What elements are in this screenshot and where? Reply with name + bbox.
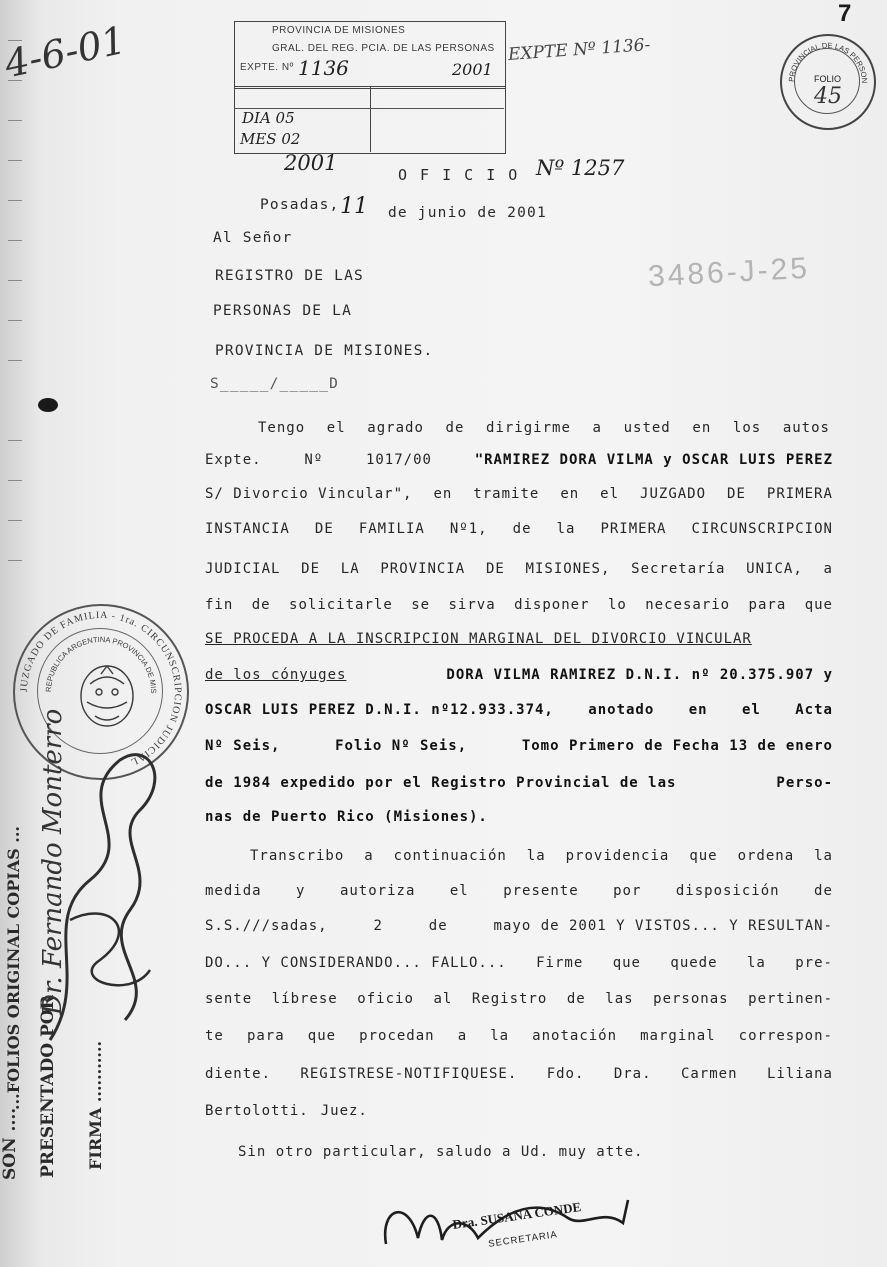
body-word: el	[449, 883, 469, 899]
body-word: Juez.	[320, 1103, 368, 1119]
body-word: de	[428, 918, 448, 934]
margin-signature-scribble	[30, 720, 190, 1060]
body-word: continuación	[393, 848, 507, 864]
body-word: DE	[727, 486, 746, 502]
date-city: Posadas,	[260, 197, 340, 213]
body-line	[205, 597, 833, 613]
body-word: Acta	[795, 702, 833, 718]
body-word: usted	[623, 420, 671, 436]
margin-folios: ...FOLIOS ORIGINAL COPIAS ...	[4, 826, 23, 1110]
body-line	[250, 848, 833, 864]
body-word: a	[823, 561, 833, 577]
body-word: a	[457, 1028, 468, 1044]
body-word: de	[566, 991, 586, 1007]
body-word: Nº Seis,	[205, 738, 281, 754]
body-word: el	[741, 702, 761, 718]
body-word: lo	[607, 597, 627, 613]
body-word: anotado	[588, 702, 655, 718]
body-word: ordena	[737, 848, 795, 864]
body-word: MISIONES,	[525, 561, 611, 577]
body-word: que	[307, 1028, 337, 1044]
body-word: fin	[205, 597, 234, 613]
body-word: disponer	[514, 597, 590, 613]
body-word: quede	[670, 955, 718, 971]
body-word: en	[692, 420, 712, 436]
body-word: la	[556, 521, 576, 537]
body-word: Folio Nº Seis,	[335, 738, 468, 754]
body-line	[205, 809, 833, 825]
body-word: JUZGADO	[640, 486, 707, 502]
body-word: que	[804, 597, 833, 613]
body-word: DE	[485, 561, 505, 577]
body-word: de	[512, 521, 532, 537]
body-word: a	[592, 420, 602, 436]
signature-name: Dra. SUSANA CONDE	[451, 1199, 582, 1232]
body-word: y	[296, 883, 306, 899]
body-word: pertinen-	[748, 991, 833, 1007]
body-word: Liliana	[766, 1066, 833, 1082]
pencil-reference-note: 3486-J-25	[647, 251, 811, 294]
body-line	[205, 738, 833, 754]
body-word: autos	[782, 420, 830, 436]
body-word: de los cónyuges	[205, 667, 347, 683]
body-word: LA	[340, 561, 360, 577]
body-word: al	[433, 991, 453, 1007]
body-word: 2	[373, 918, 383, 934]
body-word: Perso-	[776, 775, 833, 791]
body-word: medida	[205, 883, 262, 899]
body-word: personas	[653, 991, 729, 1007]
body-line	[205, 521, 833, 537]
body-word: PROVINCIA	[380, 561, 466, 577]
folio-label: FOLIO	[814, 74, 842, 84]
body-word: pre-	[795, 955, 833, 971]
document-title: O F I C I O	[398, 166, 520, 184]
body-word: de	[814, 883, 833, 899]
svg-text:JUZGADO DE FAMILIA - 1ra. CIRC: JUZGADO DE FAMILIA - 1ra. CIRCUNSCRIPCION JUDICIAL	[18, 609, 184, 768]
body-line	[205, 1103, 833, 1119]
body-word: anotación	[532, 1028, 618, 1044]
body-word: la	[526, 848, 546, 864]
body-word: JUDICIAL	[205, 561, 281, 577]
body-line	[205, 702, 833, 718]
body-word: SE PROCEDA A LA INSCRIPCION MARGINAL DEL DIVORCIO VINCULAR	[205, 631, 752, 647]
body-word: autoriza	[339, 883, 416, 899]
body-word: el	[600, 486, 620, 502]
body-word: CIRCUNSCRIPCION	[691, 521, 833, 537]
body-line	[205, 452, 833, 468]
body-word: DE	[301, 561, 321, 577]
svg-text:REPUBLICA ARGENTINA PROVINCIA: REPUBLICA ARGENTINA PROVINCIA DE MISIONES	[12, 599, 159, 694]
body-word: Secretaría	[631, 561, 726, 577]
body-word: para	[246, 1028, 285, 1044]
stamp-province-line: PROVINCIA DE MISIONES	[272, 25, 406, 36]
body-line	[205, 1066, 833, 1082]
body-line	[205, 883, 833, 899]
body-word: nas de Puerto Rico (Misiones).	[205, 809, 488, 825]
addressee-sd: S_____/_____D	[210, 376, 340, 392]
body-word: los	[732, 420, 762, 436]
oficio-number: Nº 1257	[536, 156, 625, 180]
body-line	[205, 991, 833, 1007]
body-line	[205, 918, 833, 934]
body-word: DORA VILMA RAMIREZ D.N.I. nº 20.375.907 y	[446, 667, 833, 683]
body-word: dirigirme	[486, 420, 571, 436]
svg-text:PROVINCIAL DE LAS PERSONAS: PROVINCIAL DE LAS PERSONAS	[779, 29, 870, 84]
handwritten-date-annotation: 4-6-01	[0, 17, 130, 87]
body-word: Tengo	[258, 420, 306, 436]
body-word: te	[205, 1028, 224, 1044]
body-word: necesario	[645, 597, 731, 613]
body-word: UNICA,	[746, 561, 803, 577]
body-word: Expte.	[205, 452, 262, 468]
folio-number: 45	[814, 84, 842, 109]
body-line	[205, 667, 833, 683]
body-word: se	[411, 597, 431, 613]
margin-son: SON ....	[0, 1107, 20, 1180]
body-word: sirva	[448, 597, 496, 613]
body-line	[205, 955, 833, 971]
body-word: de	[445, 420, 465, 436]
body-line	[205, 1028, 833, 1044]
body-word: mayo de 2001 Y VISTOS... Y RESULTAN-	[493, 918, 833, 934]
body-word: Nº1,	[449, 521, 488, 537]
body-word: Fdo.	[546, 1066, 585, 1082]
addressee-line-1: REGISTRO DE LAS	[215, 268, 364, 284]
body-word: DO... Y CONSIDERANDO... FALLO...	[205, 955, 507, 971]
salutation: Al Señor	[213, 230, 293, 246]
body-word: para	[748, 597, 787, 613]
body-word: líbrese	[271, 991, 338, 1007]
stamp-side-note: EXPTE Nº 1136-	[507, 35, 651, 65]
signature-title: SECRETARIA	[487, 1229, 559, 1250]
body-line	[258, 420, 830, 436]
body-word: sente	[205, 991, 253, 1007]
body-word: Carmen	[680, 1066, 738, 1082]
body-word: oficio	[357, 991, 414, 1007]
body-line	[205, 561, 833, 577]
closing-line: Sin otro particular, saludo a Ud. muy atte.	[238, 1144, 644, 1160]
body-word: que	[689, 848, 718, 864]
body-word: FAMILIA	[358, 521, 425, 537]
addressee-line-3: PROVINCIA DE MISIONES.	[215, 343, 434, 359]
body-word: Tomo Primero de Fecha 13 de enero	[521, 738, 833, 754]
body-word: solicitarle	[289, 597, 393, 613]
body-word: Registro	[471, 991, 548, 1007]
body-word: disposición	[675, 883, 780, 899]
body-line	[205, 775, 833, 791]
body-word: en	[433, 486, 453, 502]
body-word: DE	[314, 521, 334, 537]
stamp-mes: MES 02	[240, 130, 301, 148]
body-word: PRIMERA	[600, 521, 667, 537]
body-word: en	[688, 702, 708, 718]
body-word: Dra.	[613, 1066, 652, 1082]
addressee-line-2: PERSONAS DE LA	[213, 303, 353, 319]
body-word: REGISTRESE-NOTIFIQUESE.	[300, 1066, 518, 1082]
body-word: el	[326, 420, 346, 436]
body-word: tramite	[473, 486, 540, 502]
body-word: agrado	[367, 420, 424, 436]
body-word: S/ Divorcio Vincular",	[205, 486, 413, 502]
stamp-year: 2001	[452, 60, 493, 79]
body-word: Transcribo	[250, 848, 345, 864]
stamp-expte-number: 1136	[298, 56, 349, 80]
body-word: a	[364, 848, 374, 864]
body-word: de 1984 expedido por el Registro Provincial de las	[205, 775, 677, 791]
body-word: INSTANCIA	[205, 521, 290, 537]
body-word: procedan	[359, 1028, 435, 1044]
body-word: la	[814, 848, 833, 864]
body-word: en	[560, 486, 580, 502]
body-word: que	[612, 955, 641, 971]
body-word: Firme	[536, 955, 584, 971]
date-day: 11	[340, 194, 368, 219]
stamp-dia: DIA 05	[242, 109, 295, 127]
body-line	[205, 486, 833, 502]
stamp-expte-prefix: EXPTE. Nº	[240, 62, 294, 73]
header-year: 2001	[284, 151, 338, 175]
body-word: por	[613, 883, 642, 899]
body-word: la	[490, 1028, 510, 1044]
body-word: Nº	[304, 452, 324, 468]
stamp-registry-line: GRAL. DEL REG. PCIA. DE LAS PERSONAS	[272, 43, 495, 54]
body-word: las	[605, 991, 634, 1007]
body-word: OSCAR LUIS PEREZ D.N.I. nº12.933.374,	[205, 702, 554, 718]
date-rest: de junio de 2001	[388, 205, 547, 221]
body-word: "RAMIREZ DORA VILMA y OSCAR LUIS PEREZ	[474, 452, 833, 468]
page-number: 7	[838, 0, 852, 27]
body-word: presente	[503, 883, 579, 899]
body-word: 1017/00	[365, 452, 432, 468]
margin-firma: FIRMA ...........	[86, 1040, 105, 1170]
punch-hole	[38, 398, 58, 412]
body-word: providencia	[565, 848, 670, 864]
body-line	[205, 631, 833, 647]
body-word: diente.	[205, 1066, 272, 1082]
margin-presentado-handwriting: Dr. Fernando Monterro	[38, 708, 68, 1015]
margin-presentado: PRESENTADO POR	[38, 995, 58, 1178]
body-word: la	[746, 955, 766, 971]
body-word: marginal	[640, 1028, 716, 1044]
court-seal-emblem	[81, 666, 133, 726]
body-word: PRIMERA	[766, 486, 833, 502]
body-word: Bertolotti.	[205, 1103, 309, 1119]
folio-seal	[779, 29, 876, 130]
body-word: S.S.///sadas,	[205, 918, 328, 934]
body-word: correspon-	[738, 1028, 833, 1044]
body-word: de	[251, 597, 271, 613]
